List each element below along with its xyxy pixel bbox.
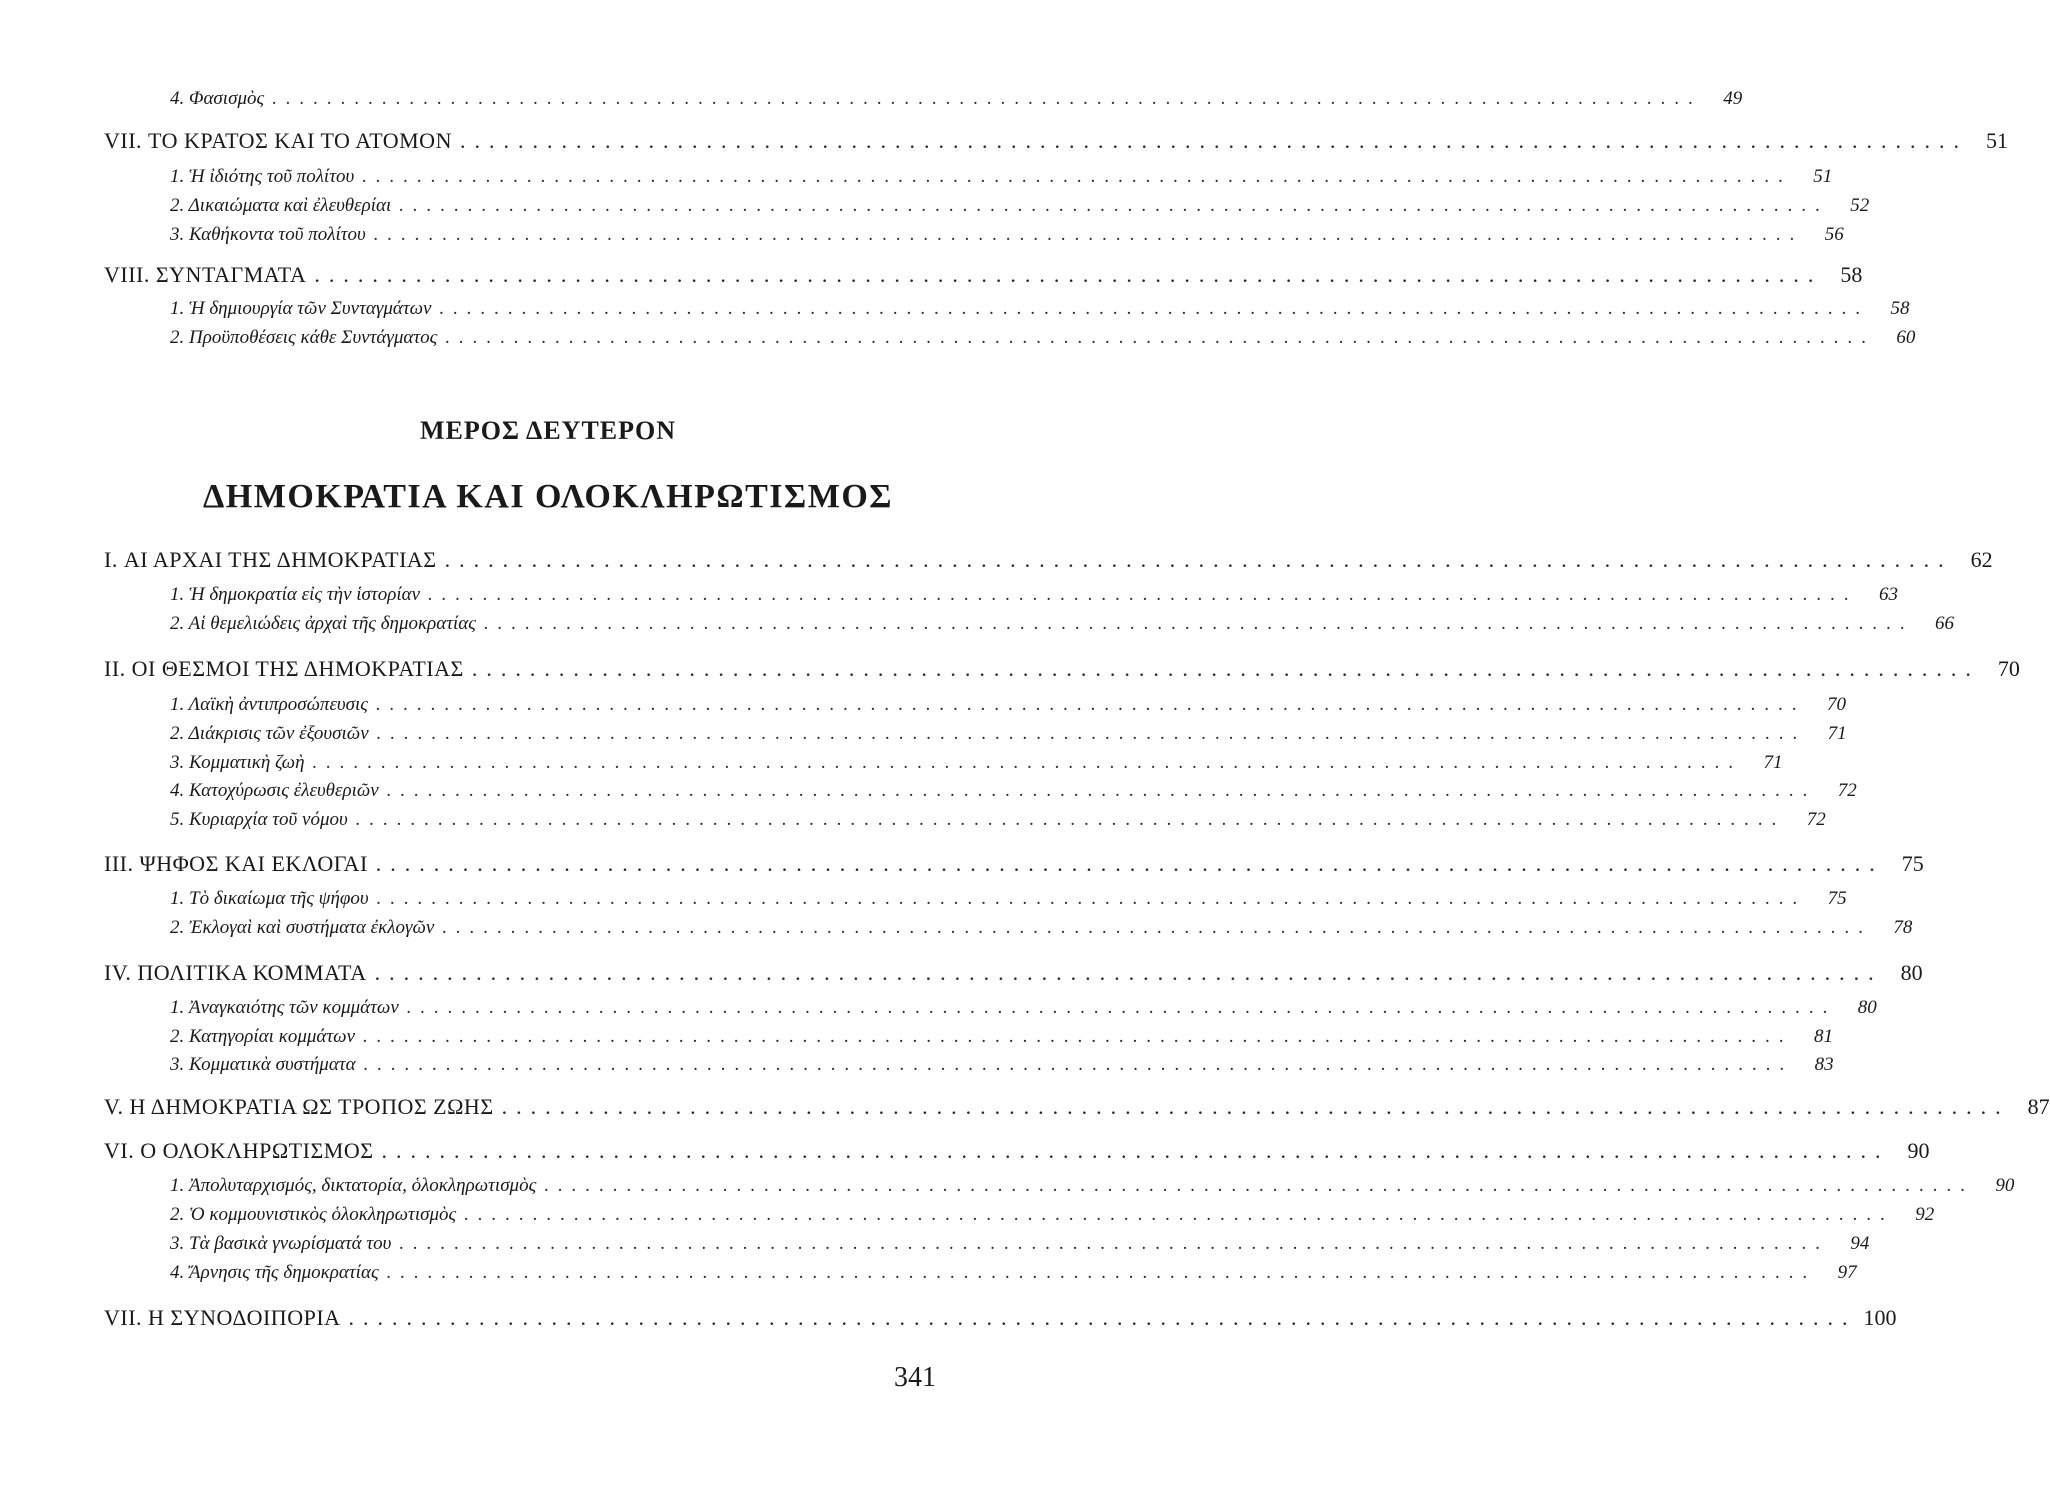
toc-entry <box>170 723 1847 745</box>
toc-entry <box>170 694 1847 716</box>
toc-entry-page: 80 <box>1857 997 1877 1018</box>
toc-entry <box>170 1026 1834 1048</box>
dot-leader: ........................................................................................................ <box>501 1094 2010 1119</box>
toc-entry <box>170 1233 1870 1255</box>
toc-entry <box>170 327 1916 349</box>
toc-entry-page: 92 <box>1915 1204 1935 1225</box>
toc-entry-page: 97 <box>1837 1262 1857 1283</box>
dot-leader: ........................................................................................................ <box>459 128 1968 153</box>
toc-entry-page: 56 <box>1824 224 1844 245</box>
dot-leader: ........................................................................................................ <box>464 1204 1895 1225</box>
toc-entry-label: 1. Τὸ δικαίωμα τῆς ψήφου <box>170 888 369 909</box>
toc-entry-page: 90 <box>1995 1175 2015 1196</box>
toc-entry <box>170 917 1913 939</box>
toc-chapter <box>104 851 1924 877</box>
toc-chapter-label: I. ΑΙ ΑΡΧΑΙ ΤΗΣ ΔΗΜΟΚΡΑΤΙΑΣ <box>104 547 437 572</box>
toc-entry-page: 72 <box>1837 780 1857 801</box>
toc-entry <box>170 888 1847 910</box>
dot-leader: ........................................................................................................ <box>444 547 1953 572</box>
page-number: 341 <box>894 1362 936 1393</box>
toc-entry-label: 2. Δικαιώματα καὶ ἐλευθερίαι <box>170 195 392 216</box>
toc-entry <box>170 1262 1857 1284</box>
toc-chapter-label: III. ΨΗΦΟΣ ΚΑΙ ΕΚΛΟΓΑΙ <box>104 851 368 876</box>
toc-chapter-page: 80 <box>1900 960 1923 985</box>
toc-entry-label: 2. Προϋποθέσεις κάθε Συντάγματος <box>170 327 438 348</box>
toc-chapter-label: VI. Ο ΟΛΟΚΛΗΡΩΤΙΣΜΟΣ <box>104 1138 374 1163</box>
toc-entry-page: 52 <box>1850 195 1870 216</box>
toc-chapter-label: VII. Η ΣΥΝΟΔΟΙΠΟΡΙΑ <box>104 1305 341 1330</box>
toc-chapter-label: V. Η ΔΗΜΟΚΡΑΤΙΑ ΩΣ ΤΡΟΠΟΣ ΖΩΗΣ <box>104 1094 494 1119</box>
toc-entry-page: 78 <box>1893 917 1913 938</box>
toc-chapter <box>104 1094 2050 1120</box>
dot-leader: ........................................................................................................ <box>348 1305 1857 1330</box>
dot-leader: ........................................................................................................ <box>362 166 1793 187</box>
toc-entry-page: 94 <box>1850 1233 1870 1254</box>
toc-entry-label: 2. Διάκρισις τῶν ἐξουσιῶν <box>170 723 369 744</box>
toc-entry-label: 3. Κομματικὰ συστήματα <box>170 1054 356 1075</box>
dot-leader: ........................................................................................................ <box>386 1262 1817 1283</box>
dot-leader: ........................................................................................................ <box>483 613 1914 634</box>
toc-chapter <box>104 128 2008 154</box>
toc-chapter <box>104 1305 1897 1331</box>
toc-entry-label: 2. Ὁ κομμουνιστικὸς ὁλοκληρωτισμὸς <box>170 1204 457 1225</box>
toc-entry-label: 2. Ἐκλογαὶ καὶ συστήματα ἐκλογῶν <box>170 917 435 938</box>
toc-entry-page: 63 <box>1879 584 1899 605</box>
toc-entry-page: 58 <box>1890 298 1910 319</box>
toc-entry <box>170 224 1844 246</box>
toc-entry-label: 4. Κατοχύρωσις ἐλευθεριῶν <box>170 780 379 801</box>
toc-entry-label: 2. Κατηγορίαι κομμάτων <box>170 1026 356 1047</box>
toc-entry-page: 75 <box>1827 888 1847 909</box>
toc-entry-page: 71 <box>1827 723 1847 744</box>
part-heading: ΜΕΡΟΣ ΔΕΥΤΕΡΟΝ <box>419 416 677 445</box>
toc-entry-label: 2. Αἱ θεμελιώδεις ἀρχαὶ τῆς δημοκρατίας <box>170 613 476 634</box>
toc-entry-label: 5. Κυριαρχία τοῦ νόμου <box>170 809 348 830</box>
dot-leader: ........................................................................................................ <box>363 1054 1794 1075</box>
toc-entry <box>170 613 1954 635</box>
dot-leader: ........................................................................................................ <box>399 1233 1830 1254</box>
toc-entry-label: 1. Ἡ δημιουργία τῶν Συνταγμάτων <box>170 298 432 319</box>
toc-entry-label: 1. Ἀναγκαιότης τῶν κομμάτων <box>170 997 399 1018</box>
toc-entry-label: 1. Λαϊκὴ ἀντιπροσώπευσις <box>170 694 369 715</box>
toc-entry-page: 81 <box>1814 1026 1834 1047</box>
toc-chapter-page: 70 <box>1997 656 2020 681</box>
toc-entry <box>170 584 1899 606</box>
dot-leader: ........................................................................................................ <box>428 584 1859 605</box>
toc-entry <box>170 809 1826 831</box>
dot-leader: ........................................................................................................ <box>363 1026 1794 1047</box>
dot-leader: ........................................................................................................ <box>373 224 1804 245</box>
dot-leader: ........................................................................................................ <box>406 997 1837 1018</box>
toc-entry <box>170 298 1910 320</box>
dot-leader: ........................................................................................................ <box>544 1175 1975 1196</box>
dot-leader: ........................................................................................................ <box>399 195 1830 216</box>
toc-chapter-page: 90 <box>1907 1138 1930 1163</box>
toc-chapter-label: IV. ΠΟΛΙΤΙΚΑ ΚΟΜΜΑΤΑ <box>104 960 367 985</box>
toc-entry-page: 70 <box>1827 694 1847 715</box>
toc-entry <box>170 166 1833 188</box>
toc-chapter-page: 62 <box>1970 547 1993 572</box>
dot-leader: ........................................................................................................ <box>386 780 1817 801</box>
toc-chapter-page: 87 <box>2027 1094 2050 1119</box>
toc-entry-label: 1. Ἡ ἰδιότης τοῦ πολίτου <box>170 166 355 187</box>
toc-entry <box>170 195 1870 217</box>
toc-entry <box>170 1204 1935 1226</box>
toc-chapter <box>104 1138 1930 1164</box>
toc-entry <box>170 780 1857 802</box>
toc-entry-label: 1. Ἀπολυταρχισμός, δικτατορία, ὁλοκληρωτισμὸς <box>170 1175 537 1196</box>
toc-chapter <box>104 960 1923 986</box>
toc-chapter-label: II. ΟΙ ΘΕΣΜΟΙ ΤΗΣ ΔΗΜΟΚΡΑΤΙΑΣ <box>104 656 464 681</box>
toc-chapter-label: VIII. ΣΥΝΤΑΓΜΑΤΑ <box>104 262 307 287</box>
dot-leader: ........................................................................................................ <box>376 723 1807 744</box>
dot-leader: ........................................................................................................ <box>314 262 1823 287</box>
toc-entry-page: 66 <box>1934 613 1954 634</box>
toc-entry-page: 72 <box>1806 809 1826 830</box>
toc-entry-page: 71 <box>1763 752 1783 773</box>
toc-entry-label: 4. Ἄρνησις τῆς δημοκρατίας <box>170 1262 379 1283</box>
toc-chapter-page: 58 <box>1840 262 1863 287</box>
toc-entry-page: 83 <box>1814 1054 1834 1075</box>
toc-entry <box>170 997 1877 1019</box>
toc-chapter <box>104 547 1993 573</box>
toc-chapter-page: 75 <box>1901 851 1924 876</box>
dot-leader: ........................................................................................................ <box>375 851 1884 876</box>
toc-entry <box>170 1175 2015 1197</box>
toc-chapter <box>104 262 1863 288</box>
dot-leader: ........................................................................................................ <box>445 327 1876 348</box>
part-title: ΔΗΜΟΚΡΑΤΙΑ ΚΑΙ ΟΛΟΚΛΗΡΩΤΙΣΜΟΣ <box>202 478 894 515</box>
toc-entry-label: 1. Ἡ δημοκρατία εἰς τὴν ἱστορίαν <box>170 584 421 605</box>
dot-leader: ........................................................................................................ <box>439 298 1870 319</box>
toc-entry-label: 4. Φασισμὸς <box>170 88 265 109</box>
toc-chapter-page: 51 <box>1985 128 2008 153</box>
toc-entry-page: 49 <box>1723 88 1743 109</box>
dot-leader: ........................................................................................................ <box>442 917 1873 938</box>
dot-leader: ........................................................................................................ <box>471 656 1980 681</box>
toc-chapter-page: 100 <box>1863 1305 1897 1330</box>
toc-entry <box>170 752 1783 774</box>
toc-entry <box>170 88 1743 110</box>
dot-leader: ........................................................................................................ <box>312 752 1743 773</box>
toc-chapter <box>104 656 2020 682</box>
toc-entry-page: 51 <box>1813 166 1833 187</box>
dot-leader: ........................................................................................................ <box>355 809 1786 830</box>
toc-chapter-label: VII. ΤΟ ΚΡΑΤΟΣ ΚΑΙ ΤΟ ΑΤΟΜΟΝ <box>104 128 452 153</box>
dot-leader: ........................................................................................................ <box>376 694 1807 715</box>
toc-entry <box>170 1054 1834 1076</box>
dot-leader: ........................................................................................................ <box>272 88 1703 109</box>
dot-leader: ........................................................................................................ <box>381 1138 1890 1163</box>
toc-entry-label: 3. Τὰ βασικὰ γνωρίσματά του <box>170 1233 392 1254</box>
toc-entry-page: 60 <box>1896 327 1916 348</box>
dot-leader: ........................................................................................................ <box>376 888 1807 909</box>
toc-entry-label: 3. Κομματικὴ ζωὴ <box>170 752 305 773</box>
dot-leader: ........................................................................................................ <box>374 960 1883 985</box>
toc-entry-label: 3. Καθήκοντα τοῦ πολίτου <box>170 224 366 245</box>
